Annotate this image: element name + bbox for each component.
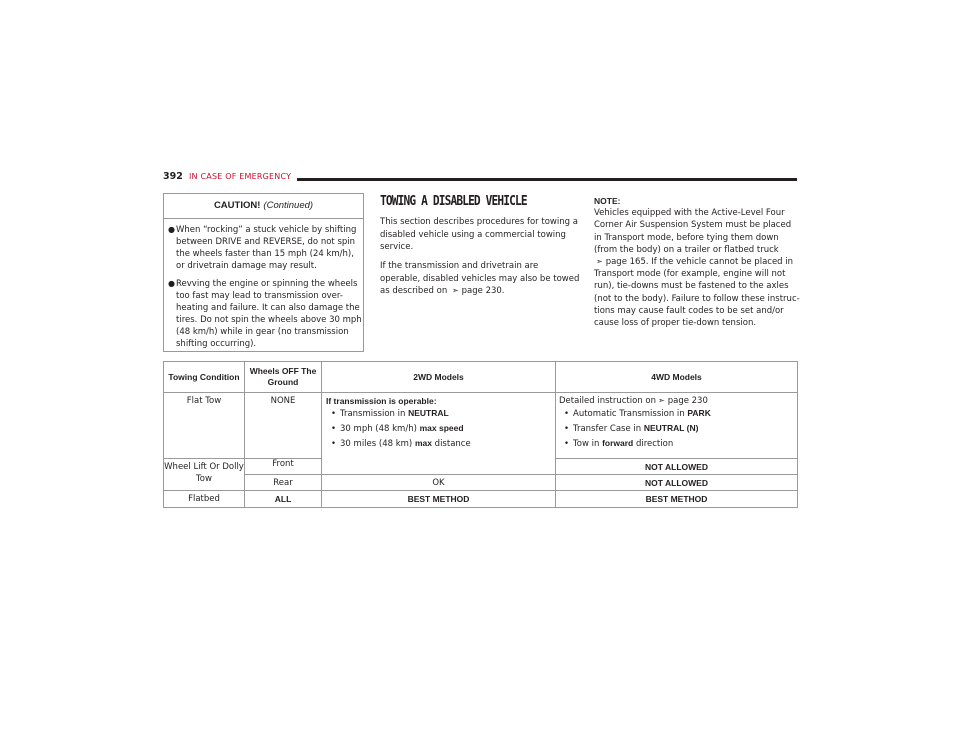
- col-header: Towing Condition: [164, 362, 245, 393]
- item-text: 30 mph (48 km/h): [340, 424, 420, 434]
- item-text: Transfer Case in: [573, 424, 644, 434]
- item-emphasis: max: [414, 438, 432, 448]
- item-text: Tow in: [573, 439, 603, 449]
- item-text: distance: [431, 439, 471, 449]
- list-item: [559, 422, 797, 436]
- caution-item: [168, 224, 364, 272]
- wheels-cell: Rear: [245, 475, 322, 491]
- list-item: [326, 437, 555, 451]
- page-ref-link[interactable]: page 230.: [461, 286, 505, 296]
- page-ref-link[interactable]: page 230: [667, 396, 708, 406]
- note-body: [594, 207, 800, 329]
- twowd-lead: If transmission is operable:: [326, 396, 437, 406]
- wheels-cell: NONE: [245, 393, 322, 459]
- caution-heading: [164, 194, 363, 219]
- caution-item-text: When “rocking” a stuck vehicle by shifting between DRIVE and REVERSE, do not spin the wheels faster than 15 mph (24 km/h), or drivetrain damage may result.: [176, 225, 357, 271]
- bullet-icon: ●: [168, 279, 175, 288]
- table-row: [164, 491, 798, 508]
- page-header: [163, 171, 797, 185]
- caution-label: CAUTION!: [213, 200, 261, 211]
- table-header-row: [164, 362, 798, 393]
- twowd-cell: BEST METHOD: [322, 491, 556, 508]
- page-number: 392: [163, 171, 183, 182]
- fourwd-cell: NOT ALLOWED: [556, 459, 798, 475]
- fourwd-cell: BEST METHOD: [556, 491, 798, 508]
- towing-table: [163, 361, 798, 508]
- caution-item-text: Revving the engine or spinning the wheels too fast may lead to transmission over-heating and failure. It can also damage the tires. Do not spin the wheels above 30 mph (48 km/h) while in gear (no transmission shifting occurring).: [176, 279, 362, 349]
- condition-cell: Flat Tow: [164, 393, 245, 459]
- item-emphasis: max speed: [419, 423, 464, 433]
- list-item: [326, 422, 555, 436]
- condition-cell: Flatbed: [164, 491, 245, 508]
- bullet-icon: ●: [168, 225, 175, 234]
- towing-operable-text: If the transmission and drivetrain are operable, disabled vehicles may also be towed as described on: [380, 261, 580, 296]
- fourwd-cell: [556, 393, 798, 459]
- caution-continued: (Continued): [263, 200, 314, 211]
- item-text: Automatic Transmission in: [573, 409, 688, 419]
- section-heading: TOWING A DISABLED VEHICLE: [380, 194, 527, 209]
- fourwd-lead: [559, 396, 797, 406]
- header-rule: [297, 178, 797, 181]
- item-emphasis: NEUTRAL: [408, 408, 449, 418]
- caution-box: [163, 193, 364, 352]
- section-title: IN CASE OF EMERGENCY: [189, 172, 292, 181]
- wheels-cell: ALL: [245, 491, 322, 508]
- table-row: [164, 475, 798, 491]
- towing-operable-paragraph: [380, 260, 580, 298]
- note-text-a: Vehicles equipped with the Active-Level Four Corner Air Suspension System must be placed in Transport mode, before tying them down (from the body) on a trailer or flatbed truck: [594, 208, 792, 255]
- fourwd-cell: NOT ALLOWED: [556, 475, 798, 491]
- arrow-right-icon: ➣: [596, 257, 603, 267]
- fourwd-lead-text: Detailed instruction on: [559, 396, 657, 406]
- col-header: 4WD Models: [556, 362, 798, 393]
- caution-item: [168, 278, 364, 350]
- note-text-b: If the vehicle cannot be placed in Transport mode (for example, engine will not run), tie-downs must be fastened to the axles (not to the body). Failure to follow these instruc-tions may cause fault codes to be set and/or cause loss of proper tie-down tension.: [594, 257, 800, 329]
- condition-cell: Wheel Lift Or Dolly Tow: [164, 459, 245, 491]
- table-row: [164, 393, 798, 459]
- item-emphasis: NEUTRAL (N): [643, 423, 699, 433]
- arrow-right-icon: ➣: [451, 286, 459, 295]
- towing-intro: This section describes procedures for towing a disabled vehicle using a commercial towing service.: [380, 217, 578, 252]
- note-title: NOTE:: [594, 196, 621, 206]
- list-item: [559, 407, 797, 421]
- note-block: [594, 195, 800, 329]
- item-text: direction: [633, 439, 674, 449]
- twowd-cell: OK: [322, 475, 556, 491]
- twowd-list: [326, 407, 555, 451]
- list-item: [559, 437, 797, 451]
- page-ref-link[interactable]: page 165.: [605, 257, 649, 268]
- item-text: Transmission in: [340, 409, 409, 419]
- twowd-cell: [322, 393, 556, 475]
- arrow-right-icon: ➣: [658, 396, 665, 405]
- towing-section: [380, 194, 580, 296]
- fourwd-list: [559, 407, 797, 451]
- col-header: Wheels OFF The Ground: [245, 362, 322, 393]
- item-emphasis: forward: [602, 438, 634, 448]
- wheels-cell: Front: [245, 459, 322, 475]
- col-header: 2WD Models: [322, 362, 556, 393]
- list-item: [326, 407, 555, 421]
- item-text: 30 miles (48 km): [340, 439, 415, 449]
- item-emphasis: PARK: [687, 408, 711, 418]
